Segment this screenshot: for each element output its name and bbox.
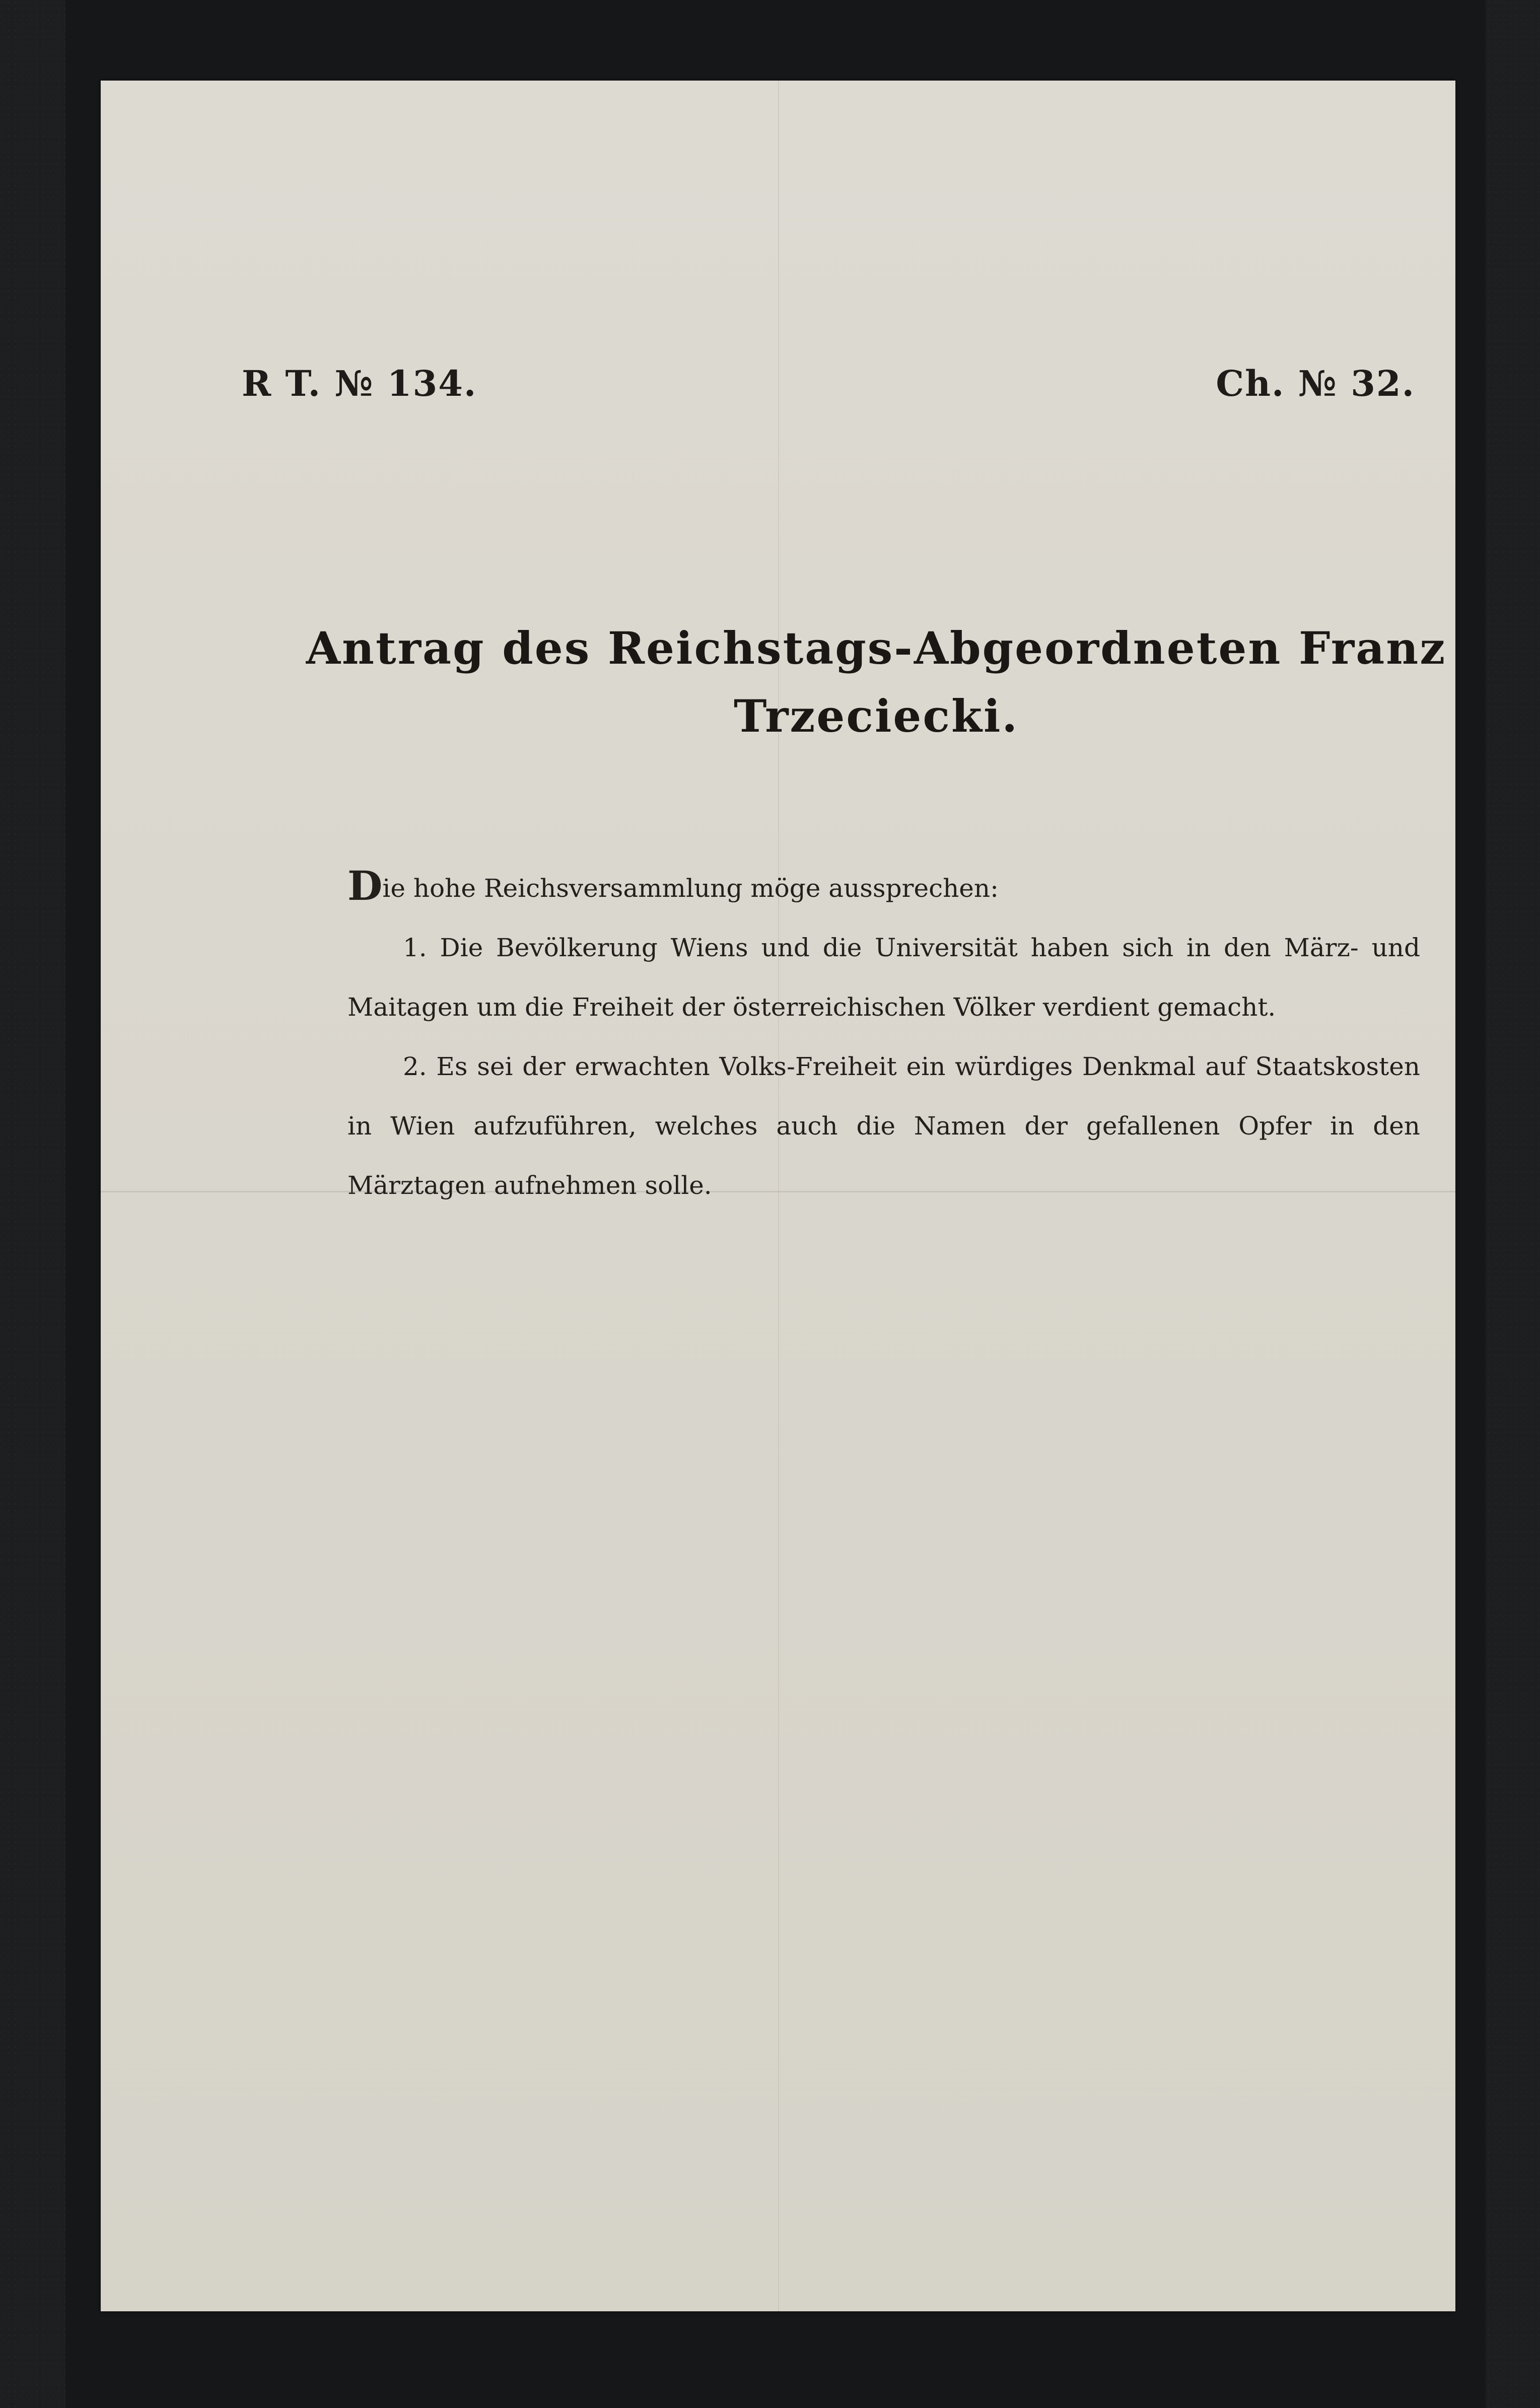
intro-text: ie hohe Reichsversammlung möge aussprechen: [382,874,999,903]
intro-paragraph [347,856,1420,918]
document-body [347,856,1420,1215]
numbered-item-2: 2. Es sei der erwachten Volks-Freiheit ein würdiges Denkmal auf Staatskosten in Wien aufzuführen, welches auch die Namen der gefallenen Opfer in den Märztagen aufnehmen solle. [347,1052,1420,1200]
reference-number-left: R T. № 134. [242,363,477,404]
reference-number-right: Ch. № 32. [1216,363,1415,404]
document-sheet [101,81,1455,2311]
numbered-item-1: 1. Die Bevölkerung Wiens und die Universität haben sich in den März- und Maitagen um die Freiheit der österreichischen Völker verdient gemacht. [347,933,1420,1022]
document-title: Antrag des Reichstags-Abgeordneten Franz Trzeciecki. [306,622,1447,742]
drop-cap: D [347,862,383,909]
